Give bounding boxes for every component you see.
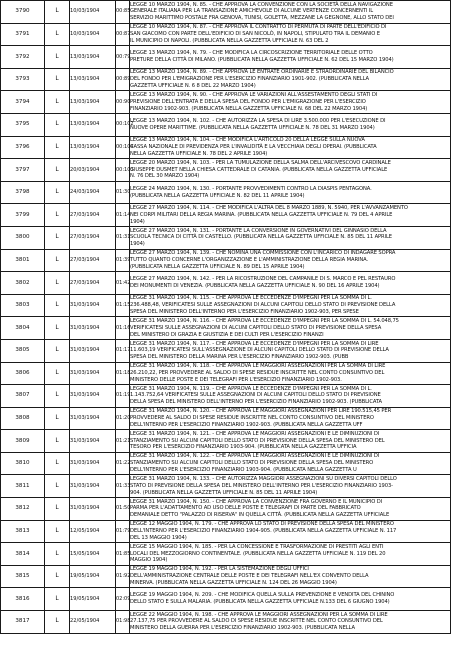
record-date-cell: 13/03/1904	[70, 136, 116, 159]
record-text-line: LEGGE 13 MARZO 1904, N. 104. - CHE MODIFICA L'ARTICOLO 20 DELLA LEGGE SULLA NUOVA	[130, 137, 365, 144]
record-text-line: LEGGE 27 MARZO 1904, N. 131. - PORTANTE LA CONVERSIONE IN GOVERNATIVI DEL GINNASIO DELLA	[130, 227, 387, 234]
record-order-cell: 01:15	[116, 294, 130, 317]
record-text-line: 1904)	[130, 241, 145, 248]
record-date-cell: 27/03/1904	[70, 272, 116, 295]
record-text-line: (PUBBLICATA NELLA GAZZETTA UFFICIALE N. 82 DEL 11 APRILE 1904)	[130, 192, 305, 199]
record-order-cell: 01:30	[116, 181, 130, 204]
record-number-cell: 3798	[1, 181, 45, 204]
table-row	[1, 498, 451, 521]
table-row	[1, 565, 451, 588]
record-text-cell	[130, 430, 451, 453]
record-text-cell	[130, 475, 451, 498]
table-row	[1, 385, 451, 408]
record-text-line: DELL'INTERNO PER L'ESERCIZIO FINANZIARIO 1903-904. (PUBBLICATA NELLA GAZZETTA U	[130, 467, 357, 474]
record-text-line: FINANZIARIO 1902-903. (PUBBLICATA NELLA GAZZETTA UFFICIALE N. 68 DEL 22 MARZO 1904)	[130, 105, 368, 112]
record-text-cell	[130, 1, 451, 24]
record-date-cell: 27/03/1904	[70, 204, 116, 227]
record-type-cell: L	[45, 204, 70, 227]
record-text-cell	[130, 46, 451, 69]
record-order-cell: 01:33	[116, 475, 130, 498]
record-text-line: SERVIZIO MARITTIMO POSTALE FRA GENOVA, TUNISI, GOLETTA, MEZZANE LA GEGNONE, ALLO STATO DEI	[130, 15, 394, 22]
record-type-cell: L	[45, 1, 70, 24]
table-row	[1, 46, 451, 69]
record-text-cell	[130, 159, 451, 182]
record-type-cell: L	[45, 46, 70, 69]
record-order-cell: 01:92	[116, 565, 130, 588]
record-number-cell: 3814	[1, 543, 45, 566]
record-text-line: SPESA DEL MINISTERO DELLA MARINA PER L'ESERCIZIO FINANZIARIO 1902-903. (PUBB	[130, 354, 349, 361]
record-date-cell: 31/03/1904	[70, 339, 116, 362]
record-order-cell: 01:20	[116, 407, 130, 430]
record-type-cell: L	[45, 159, 70, 182]
table-row	[1, 91, 451, 114]
record-text-line: 1904)	[130, 218, 145, 225]
table-row	[1, 1, 451, 24]
record-text-line: 27.137,75 PER PROVVEDERE AL SALDO DI SPESE RESIDUE INSCRITTE NEL CONTO CONSUNTIVO DEL	[130, 618, 383, 625]
record-type-cell: L	[45, 68, 70, 91]
record-text-cell	[130, 520, 451, 543]
record-text-cell	[130, 226, 451, 249]
table-row	[1, 520, 451, 543]
record-date-cell: 31/03/1904	[70, 407, 116, 430]
record-text-line: DELLO STATO E SULLA MALARIA. (PUBBLICATA NELLA GAZZETTA UFFICIALE N.133 DEL 6 GIUGNO 1904)	[130, 599, 390, 606]
record-text-cell	[130, 317, 451, 340]
record-text-line: CASSA NAZIONALE DI PREVIDENZA PER L'INVALIDITÀ E LA VECCHIAIA DEGLI OPERAI. (PUBBLICATA	[130, 143, 377, 150]
record-text-line: PROVVEDERE AL SALDO DI SPESE RESIDUE INSCRITTE NEL CONTO CONSUNTIVO DEL MINISTERO	[130, 415, 374, 422]
record-date-cell: 13/03/1904	[70, 68, 116, 91]
record-type-cell: L	[45, 272, 70, 295]
record-order-cell: 01:39	[116, 249, 130, 272]
record-type-cell: L	[45, 339, 70, 362]
record-order-cell: 01:17	[116, 339, 130, 362]
record-text-line: LEGGE 13 MARZO 1904, N. 89. - CHE APPROVA LE ENTRATE ORDINARIE E STRAORDINARIE DEL BILANCIO	[130, 69, 394, 76]
record-order-cell: 01:14	[116, 204, 130, 227]
record-text-line: SAN GIACOMO CON PARTE DELL'EDIFICIO DI SAN NICOLÒ, IN NAPOLI, STIPULATO TRA IL DEMANIO E	[130, 30, 380, 37]
record-text-line: MAGGIO 1904)	[130, 557, 168, 564]
record-text-line: LEGGE 19 MAGGIO 1904, N. 192. - PER LA SISTEMAZIONE DEGLI UFFICI	[130, 566, 309, 573]
record-text-line: DELL'AMMINISTRAZIONE CENTRALE DELLE POSTE E DEI TELEGRAFI NELL'EX CONVENTO DELLA	[130, 573, 369, 580]
record-text-cell	[130, 611, 451, 634]
record-date-cell: 10/03/1904	[70, 23, 116, 46]
record-text-line: STANZIAMENTO SU ALCUNI CAPITOLI DELLO STATO DI PREVISIONE DELLA SPESA DEL MINISTERO	[130, 460, 374, 467]
record-number-cell: 3807	[1, 385, 45, 408]
record-text-line: LEGGE 31 MARZO 1904, N. 115. - CHE APPROVA LE ECCEDENZE D'IMPEGNI PER LA SOMMA DI L.	[130, 295, 372, 302]
record-text-line: LEGGE 13 MARZO 1904, N. 79. - CHE MODIFICA LA CIRCOSCRIZIONE TERRITORIALE DELLE OTTO	[130, 50, 373, 57]
record-order-cell: 01:18	[116, 362, 130, 385]
record-order-cell: 00:87	[116, 23, 130, 46]
record-text-cell	[130, 204, 451, 227]
record-text-line: SPESA DEL MINISTERO DELL'INTERNO PER L'ESERCIZIO FINANZIARIO 1902-903, PER SPESE	[130, 308, 359, 315]
record-text-line: PREVISIONE DELL'ENTRATA E DELLA SPESA DEL FONDO PER L'EMIGRAZIONE PER L'ESERCIZIO	[130, 98, 366, 105]
record-date-cell: 24/03/1904	[70, 181, 116, 204]
table-row	[1, 430, 451, 453]
record-order-cell: 00:104	[116, 136, 130, 159]
record-date-cell: 27/03/1904	[70, 226, 116, 249]
record-text-line: 11.603,19 VERIFICATESI SULL'ASSEGNAZIONE DI ALCUNI CAPITOLI DELLO STATO DI PREVISIONE DELLA	[130, 347, 389, 354]
record-text-line: LEGGE 31 MARZO 1904, N. 120. - CHE APPROVA LE MAGGIORI ASSEGNAZIONI PER LIRE 190.515,45 PER	[130, 408, 392, 415]
record-text-line: DELLA SPESA DEL MINISTERO DELL'INTERNO PER L'ESERCIZIO FINANZIARIO 1902-903. (PUBBLICATA	[130, 399, 383, 406]
record-text-line: LEGGE 19 MAGGIO 1904, N. 209. - CHE MODIFICA QUELLA SULLA PREVENZIONE E VENDITA DEL CHININO	[130, 592, 395, 599]
record-type-cell: L	[45, 385, 70, 408]
record-text-line: MINISTERO DELLE POSTE E DEI TELEGRAFI PER L'ESERCIZIO FINANZIARIO 1902-903.	[130, 376, 342, 383]
record-text-line: STANZIAMENTO SU ALCUNI CAPITOLI DELLO STATO DI PREVISIONE DELLA SPESA DEL MINISTERO DEL	[130, 437, 385, 444]
record-text-line: LEGGE 27 MARZO 1904, N. 114. - CHE MODIFICA L'ALTRA DEL 8 MARZO 1889, N. 5940, PER L'AVVANZAMENTO	[130, 204, 408, 211]
record-date-cell: 31/03/1904	[70, 452, 116, 475]
record-text-line: DEL FONDO PER L'EMIGRAZIONE PER L'ESERCIZIO FINANZIARIO 1901-902. (PUBBLICATA NELLA	[130, 76, 369, 83]
record-text-line: LOCALI DEL MEZZOGIORNO CONTINENTALE. (PUBBLICATA NELLA GAZZETTA UFFICIALE N. 119 DEL 20	[130, 550, 386, 557]
record-order-cell: 01:31	[116, 226, 130, 249]
record-number-cell: 3794	[1, 91, 45, 114]
record-text-cell	[130, 272, 451, 295]
record-order-cell: 01:42	[116, 272, 130, 295]
record-text-line: LEGGE 20 MARZO 1904, N. 103. - PER LA TUMULAZIONE DELLA SALMA DELL'ARCIVESCOVO CARDINALE	[130, 159, 391, 166]
record-order-cell: 01:50	[116, 498, 130, 521]
record-order-cell: 00:102	[116, 113, 130, 136]
record-type-cell: L	[45, 136, 70, 159]
table-row	[1, 249, 451, 272]
record-text-cell	[130, 23, 451, 46]
record-number-cell: 3791	[1, 23, 45, 46]
record-date-cell: 19/05/1904	[70, 565, 116, 588]
record-text-line: LEGGE 27 MARZO 1904, N. 139. - CHE NOMINA UNA COMMISSIONE CON L'INCARICO DI INDAGARE SOPRA	[130, 250, 396, 257]
record-text-line: (PUBBLICATA NELLA GAZZETTA UFFICIALE N. 89 DEL 15 APRILE 1904)	[130, 263, 305, 270]
record-type-cell: L	[45, 91, 70, 114]
record-type-cell: L	[45, 23, 70, 46]
record-order-cell: 01:21	[116, 430, 130, 453]
record-number-cell: 3815	[1, 565, 45, 588]
record-date-cell: 31/03/1904	[70, 317, 116, 340]
table-row	[1, 475, 451, 498]
record-text-line: TESORO PER L'ESERCIZIO FINANZIARIO 1903-904. (PUBBLICATA NELLA GAZZETTA UFFICIA	[130, 444, 357, 451]
record-order-cell: 00:85	[116, 1, 130, 24]
record-type-cell: L	[45, 294, 70, 317]
table-row	[1, 181, 451, 204]
record-text-line: LEGGE 10 MARZO 1904, N. 87. - CHE APPROVA IL CONTRATTO DI PERMUTA DI PARTE DELL'EDIFICIO DI	[130, 24, 387, 31]
table-row	[1, 452, 451, 475]
record-type-cell: L	[45, 520, 70, 543]
record-text-cell	[130, 588, 451, 611]
record-text-cell	[130, 543, 451, 566]
record-number-cell: 3805	[1, 339, 45, 362]
record-text-cell	[130, 407, 451, 430]
record-text-line: 1.143.752,64 VERIFICATESI SULLE ASSEGNAZIONI DI ALCUNI CAPITOLI DELLO STATO DI PREVISIONE	[130, 392, 381, 399]
record-number-cell: 3809	[1, 430, 45, 453]
record-number-cell: 3812	[1, 498, 45, 521]
record-text-line: 236.488,48, VERIFICATESI SULLE ASSEGNAZIONI DI ALCUNI CAPITOLI DELLO STATO DI PREVISIONE DELLA	[130, 302, 396, 309]
record-type-cell: L	[45, 588, 70, 611]
record-number-cell: 3800	[1, 226, 45, 249]
table-row	[1, 317, 451, 340]
record-text-cell	[130, 452, 451, 475]
record-number-cell: 3806	[1, 362, 45, 385]
record-text-line: DELL'INTERNO PER L'ESERCIZIO FINANZIARIO 1902-903. (PUBBLICATA NELLA GAZZETTA UFF	[130, 421, 363, 428]
record-order-cell: 01:98	[116, 611, 130, 634]
record-text-line: LEGGE 13 MARZO 1904, N. 90. - CHE APPROVA LE VARIAZIONI ALL'ASSESTAMENTO DEGLI STATI DI	[130, 91, 378, 98]
table-row	[1, 588, 451, 611]
record-number-cell: 3802	[1, 272, 45, 295]
record-text-line: PRETURE DELLA CITTÀ DI MILANO. (PUBBLICATA NELLA GAZZETTA UFFICIALE N. 62 DEL 15 MARZO 1904)	[130, 56, 394, 63]
record-text-line: LEGGE 31 MARZO 1904, N. 133. - CHE AUTORIZZA MAGGIORI ASSEGNAZIONI SU DIVERSI CAPITOLI DELLO	[130, 476, 397, 483]
record-number-cell: 3801	[1, 249, 45, 272]
table-row	[1, 339, 451, 362]
record-text-line: LEGGE 22 MAGGIO 1904, N. 198. - CHE APPROVA LE MAGGIORI ASSEGNAZIONI PER LA SOMMA DI LIRE	[130, 611, 388, 618]
record-text-line: DEL MINISTERO DI GRAZIA E GIUSTIZIA E DEI CULTI PER L'ESERCIZIO FINANZI	[130, 331, 324, 338]
record-date-cell: 27/03/1904	[70, 249, 116, 272]
record-number-cell: 3811	[1, 475, 45, 498]
record-text-line: MINERVA. (PUBBLICATA NELLA GAZZETTA UFFICIALE N. 124 DEL 26 MAGGIO 1904)	[130, 580, 337, 587]
record-text-cell	[130, 362, 451, 385]
record-order-cell: 01:79	[116, 520, 130, 543]
record-type-cell: L	[45, 611, 70, 634]
record-text-line: LEGGE 31 MARZO 1904, N. 119. - CHE APPROVA LE ECCEDENZE D'IMPEGNI PER LA SOMMA DI L.	[130, 385, 372, 392]
record-order-cell: 01:85	[116, 543, 130, 566]
record-text-line: GENERALE ITALIANA PER LA TRANSAZIONE AMICHEVOLE DI ALCUNE VERTENZE CONCERNENTI IL	[130, 8, 374, 15]
record-text-line: N. 76 DEL 30 MARZO 1904)	[130, 173, 200, 180]
record-text-line: 904. (PUBBLICATA NELLA GAZZETTA UFFICIALE N. 85 DEL 11 APRILE 1904)	[130, 489, 318, 496]
table-row	[1, 113, 451, 136]
record-type-cell: L	[45, 498, 70, 521]
record-text-line: LEGGE 31 MARZO 1904, N. 116. - CHE APPROVA LE ECCEDENZE D'IMPEGNI PER LA SOMMA DI L. 54.048,75	[130, 317, 399, 324]
record-date-cell: 31/03/1904	[70, 362, 116, 385]
record-date-cell: 20/03/1904	[70, 159, 116, 182]
record-text-line: LEGGE 13 MARZO 1904, N. 102. - CHE AUTORIZZA LA SPESA DI LIRE 3.500.000 PER L'ESECUZIONE DI	[130, 117, 386, 124]
record-type-cell: L	[45, 113, 70, 136]
record-date-cell: 13/03/1904	[70, 46, 116, 69]
table-row	[1, 23, 451, 46]
record-number-cell: 3817	[1, 611, 45, 634]
record-type-cell: L	[45, 181, 70, 204]
record-text-line: LEGGE 31 MARZO 1904, N. 121. - CHE APPROVA LE MAGGIORI ASSEGNAZIONI E LE DIMINUZIONI DI	[130, 430, 380, 437]
record-order-cell: 00:89	[116, 68, 130, 91]
record-date-cell: 31/03/1904	[70, 498, 116, 521]
record-text-line: LEGGE 24 MARZO 1904, N. 130. - PORTANTE PROVVEDIMENTI CONTRO LA DIASPIS PENTAGONA.	[130, 185, 372, 192]
record-text-line: PARMA PER L'ADATTAMENTO AD USO DELLE POSTE E TELEGRAFI DI PARTE DEL FABBRICATO	[130, 505, 361, 512]
table-row	[1, 68, 451, 91]
table-row	[1, 159, 451, 182]
record-order-cell: 00:79	[116, 46, 130, 69]
record-type-cell: L	[45, 407, 70, 430]
record-date-cell: 31/03/1904	[70, 385, 116, 408]
record-type-cell: L	[45, 475, 70, 498]
record-text-line: LEGGE 27 MARZO 1904, N. 142. - PER LA RICOSTRUZIONE DEL CAMPANILE DI S. MARCO E PEL RESTAURO	[130, 276, 396, 283]
record-text-cell	[130, 294, 451, 317]
table-row	[1, 362, 451, 385]
record-date-cell: 13/03/1904	[70, 113, 116, 136]
record-date-cell: 15/05/1904	[70, 543, 116, 566]
record-text-cell	[130, 181, 451, 204]
record-date-cell: 22/05/1904	[70, 611, 116, 634]
record-date-cell: 12/05/1904	[70, 520, 116, 543]
record-text-line: DEI MONUMENTI DI VENEZIA. (PUBBLICATA NELLA GAZZETTA UFFICIALE N. 90 DEL 16 APRILE 1904)	[130, 282, 380, 289]
record-order-cell: 02:09	[116, 588, 130, 611]
record-number-cell: 3793	[1, 68, 45, 91]
record-number-cell: 3813	[1, 520, 45, 543]
record-text-line: GIUSEPPE DUSMET NELLA CHIESA CATTEDRALE DI CATANIA. (PUBBLICATA NELLA GAZZETTA UFFICIALE	[130, 166, 388, 173]
record-type-cell: L	[45, 543, 70, 566]
record-type-cell: L	[45, 249, 70, 272]
record-text-line: LEGGE 10 MARZO 1904, N. 85. - CHE APPROVA LA CONVENZIONE CON LA SOCIETÀ DELLA NAVIGAZIONE	[130, 1, 393, 8]
record-number-cell: 3810	[1, 452, 45, 475]
record-text-line: MINISTERO DELLA GUERRA PER L'ESERCIZIO FINANZIARIO 1902-903. (PUBBLICATA NELLA	[130, 625, 355, 632]
record-date-cell: 31/03/1904	[70, 430, 116, 453]
record-text-line: IL MUNICIPIO DI NAPOLI. (PUBBLICATA NELLA GAZZETTA UFFICIALE N. 63 DEL 2	[130, 37, 329, 44]
record-number-cell: 3795	[1, 113, 45, 136]
record-text-cell	[130, 498, 451, 521]
record-text-cell	[130, 565, 451, 588]
table-row	[1, 407, 451, 430]
record-type-cell: L	[45, 226, 70, 249]
record-text-line: 26.210,22, PER PROVVEDERE AL SALDO DI SPESE RESIDUE INSCRITTE NEL CONTO CONSUNTIVO DEL	[130, 369, 385, 376]
record-text-line: LEGGE 15 MAGGIO 1904, N. 185. - PER LA CONCESSIONE E TRASFORMAZIONE DI PRESTITI AGLI ENTI	[130, 543, 384, 550]
record-date-cell: 10/03/1904	[70, 1, 116, 24]
table-row	[1, 204, 451, 227]
record-type-cell: L	[45, 430, 70, 453]
record-date-cell: 19/05/1904	[70, 588, 116, 611]
record-number-cell: 3808	[1, 407, 45, 430]
record-order-cell: 00:103	[116, 159, 130, 182]
record-text-line: NEI CORPI MILITARI DELLA REGIA MARINA. (PUBBLICATA NELLA GAZZETTA UFFICIALE N. 79 DEL 4 APRILE	[130, 211, 393, 218]
record-text-cell	[130, 113, 451, 136]
table-row	[1, 226, 451, 249]
table-row	[1, 294, 451, 317]
record-text-line: NUOVE OPERE MARITTIME. (PUBBLICATA NELLA GAZZETTA UFFICIALE N. 78 DEL 31 MARZO 1904)	[130, 124, 375, 131]
record-number-cell: 3803	[1, 294, 45, 317]
record-type-cell: L	[45, 565, 70, 588]
register-body	[1, 1, 451, 634]
record-text-cell	[130, 68, 451, 91]
record-text-line: GAZZETTA UFFICIALE N. 6 8 DEL 22 MARZO 1904)	[130, 82, 256, 89]
record-number-cell: 3796	[1, 136, 45, 159]
table-row	[1, 272, 451, 295]
record-text-line: LEGGE 31 MARZO 1904, N. 150. - CHE APPROVA LA CONVENZIONE FRA GOVERNO E IL MUNICIPIO DI	[130, 498, 383, 505]
record-text-cell	[130, 385, 451, 408]
record-type-cell: L	[45, 317, 70, 340]
record-date-cell: 31/03/1904	[70, 294, 116, 317]
record-text-line: LEGGE 12 MAGGIO 1904, N. 179. - CHE APPROVA LO STATO DI PREVISIONE DELLA SPESA DEL MINISTERO	[130, 521, 394, 528]
table-row	[1, 543, 451, 566]
record-text-line: LEGGE 31 MARZO 1904, N. 122. - CHE APPROVA LE MAGGIORI ASSEGNAZIONI E LE DIMINUZIONI DI	[130, 453, 380, 460]
record-number-cell: 3790	[1, 1, 45, 24]
record-text-line: STATO DI PREVISIONE DELLA SPESA DEL MINISTERO DELL'INTERNO PER L'ESERCIZIO FINANZIARIO 1903-	[130, 482, 393, 489]
record-number-cell: 3792	[1, 46, 45, 69]
record-number-cell: 3799	[1, 204, 45, 227]
record-text-cell	[130, 339, 451, 362]
record-type-cell: L	[45, 362, 70, 385]
record-order-cell: 00:90	[116, 91, 130, 114]
record-text-line: LEGGE 31 MARZO 1904, N. 117. - CHE APPROVA LE ECCEDENZE D'IMPEGNI PER LA SOMMA DI LIRE	[130, 340, 379, 347]
record-text-line: DEL 13 MAGGIO 1904)	[130, 534, 187, 541]
record-text-line: TUTTO QUANTO CONCERNE L'ORGANIZZAZIONE E L'AMMINISTRAZIONE DELLA REGIA MARINA.	[130, 256, 369, 263]
record-number-cell: 3816	[1, 588, 45, 611]
record-text-line: SCUOLA TECNICA DI CITTÀ DI CASTELLO. (PUBBLICATA NELLA GAZZETTA UFFICIALE N. 85 DEL 11 APRILE	[130, 234, 392, 241]
record-text-line: VERIFICATESI SULLE ASSEGNAZIONI DI ALCUNI CAPITOLI DELLO STATO DI PREVISIONE DELLA SPESA	[130, 324, 382, 331]
record-text-line: DEMANIALE DETTO "PALAZZO DI RISERVA" IN QUELLA CITTÀ. (PUBBLICATA NELLA GAZZETTA UFFICIALE	[130, 512, 390, 519]
record-text-cell	[130, 249, 451, 272]
table-row	[1, 136, 451, 159]
table-row	[1, 611, 451, 634]
record-text-line: DELL'INTERNO PER L'ESERCIZIO FINANZIARIO 1904-905. (PUBBLICATA NELLA GAZZETTA UFFICIALE N. 117	[130, 528, 397, 535]
record-order-cell: 01:19	[116, 385, 130, 408]
record-text-cell	[130, 91, 451, 114]
record-text-cell	[130, 136, 451, 159]
record-number-cell: 3797	[1, 159, 45, 182]
record-type-cell: L	[45, 452, 70, 475]
record-text-line: NELLA GAZZETTA UFFICIALE N. 78 DEL 2 APRILE 1904)	[130, 150, 268, 157]
record-date-cell: 13/03/1904	[70, 91, 116, 114]
record-date-cell: 31/03/1904	[70, 475, 116, 498]
record-order-cell: 01:22	[116, 452, 130, 475]
record-text-line: LEGGE 31 MARZO 1904, N. 118. - CHE APPROVA LE MAGGIORI ASSEGNAZIONI PER LA SOMMA DI LIRE	[130, 363, 386, 370]
record-number-cell: 3804	[1, 317, 45, 340]
record-order-cell: 01:16	[116, 317, 130, 340]
